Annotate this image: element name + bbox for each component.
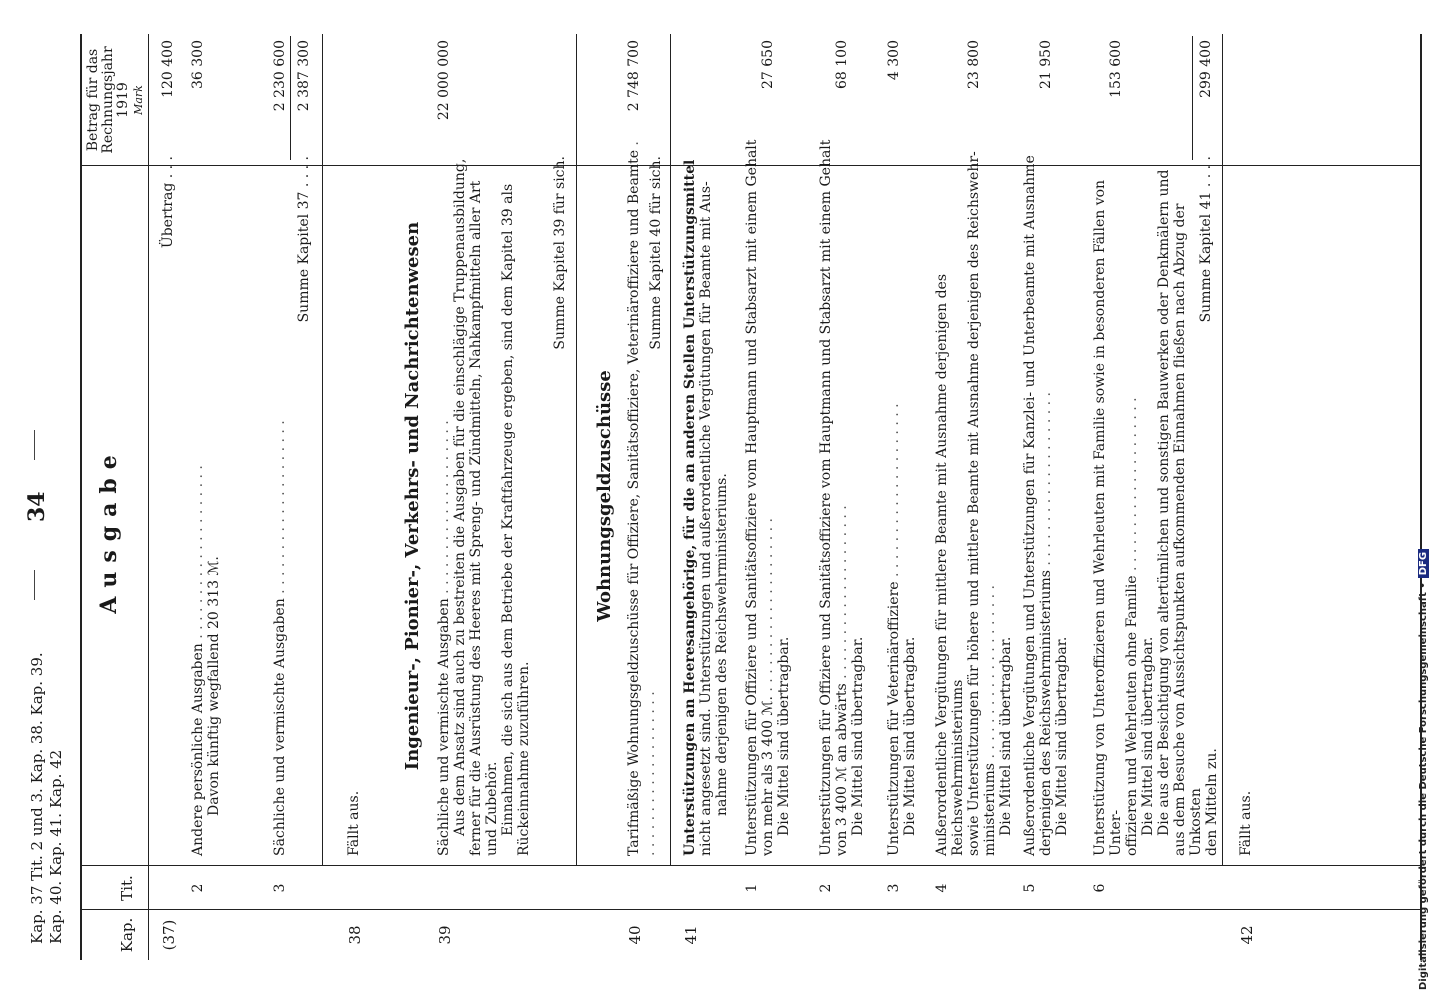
row-label <box>1022 136 1070 856</box>
amount: 2 230 600 <box>272 40 288 112</box>
chapter-reference-line-2: Kap. 40. Kap. 41. Kap. 42 <box>47 749 65 944</box>
row-label <box>886 136 918 856</box>
row-text: Unterstützungen für Offiziere und Sanitätsoffiziere vom Hauptmann und Stabsarzt mit einem Gehalt <box>818 139 834 856</box>
row-text: Die Mittel sind übertragbar. <box>776 636 792 836</box>
row-text: Die Mittel sind übertragbar. <box>902 636 918 836</box>
section-rule <box>576 34 577 866</box>
sum-label: Summe Kapitel 39 für sich. <box>552 156 568 350</box>
column-header-tit: Tit. <box>118 875 136 901</box>
tit-number: 1 <box>744 883 760 893</box>
betrag-unit: Mark <box>132 85 145 115</box>
betrag-line-1: Betrag für das <box>85 48 101 152</box>
row-text: aus dem Besuche von Aussichtspunkten aufkommenden Einnahmen fließen nach Abzug der Unkosten <box>1172 203 1204 856</box>
row-text: ministeriums . . . <box>982 136 998 856</box>
amount: 22 000 000 <box>436 40 452 121</box>
row-label <box>934 136 1014 856</box>
row-text: nahme derjenigen des Reichswehrministeriums. <box>714 473 730 816</box>
amount: 299 400 <box>1198 40 1214 98</box>
amount: 23 800 <box>966 40 982 89</box>
row-label: Summe Kapitel 37 . . . . <box>296 156 312 323</box>
amount: 4 300 <box>886 40 902 81</box>
row-text: Rückeinnahme zuzuführen. <box>516 661 532 856</box>
row-text: Die aus der Besichtigung von altertümlichen und sonstigen Bauwerken oder Denkmälern und <box>1156 169 1172 836</box>
row-text: Unterstützungen für Veterinäroffiziere . . . <box>886 136 902 856</box>
row-label <box>818 136 866 856</box>
row-text: offizieren und Wehrleuten ohne Familie . . . <box>1124 136 1140 856</box>
header-dash-right <box>34 430 35 460</box>
digitization-credit <box>1418 549 1429 990</box>
tit-number: 3 <box>886 883 902 893</box>
sum-rule <box>1192 36 1193 160</box>
chapter-reference <box>28 652 66 944</box>
betrag-year: 1919 <box>115 82 131 118</box>
sum-label: Summe Kapitel 41 <box>1198 191 1214 323</box>
amount: 36 300 <box>190 40 206 89</box>
row-text: den Mitteln zu. <box>1204 748 1220 856</box>
sum-rule <box>290 36 291 160</box>
header-dash-left <box>34 570 35 600</box>
row-text: von 3 400 ℳ an abwärts . . . <box>834 136 850 856</box>
section-title: Ingenieur-, Pionier-, Verkehrs- und Nachrichtenwesen <box>402 221 423 771</box>
tit-number: 4 <box>934 883 950 893</box>
sum-label: Summe Kapitel 37 <box>296 191 312 323</box>
row-label <box>436 136 532 856</box>
row-text: Sächliche und vermischte Ausgaben . . . <box>436 136 452 856</box>
kap-number: 39 <box>436 925 454 945</box>
row-text: Fällt aus. <box>346 790 362 856</box>
section-title: Wohnungsgeldzuschüsse <box>594 370 615 622</box>
kap-number: (37) <box>160 919 178 951</box>
page-number: 34 <box>24 491 50 522</box>
amount: 153 600 <box>1108 40 1124 98</box>
row-text: Außerordentliche Vergütungen und Unterstützungen für Kanzlei- und Unterbeamte mit Ausnahme <box>1022 155 1038 856</box>
row-text: von mehr als 3 400 ℳ. . . . <box>760 136 776 856</box>
tit-number: 2 <box>190 883 206 893</box>
dfg-logo: DFG <box>1418 549 1429 578</box>
row-text: Die Mittel sind übertragbar. <box>850 636 866 836</box>
kap-number: 40 <box>626 925 644 945</box>
row-text: Aus dem Ansatz sind auch zu bestreiten die Ausgaben für die einschlägige Truppenausbildung, <box>452 158 468 836</box>
kap-number: 38 <box>346 925 364 945</box>
row-text: Außerordentliche Vergütungen für mittlere Beamte mit Ausnahme derjenigen des Reichswehrministeriums <box>934 274 966 856</box>
column-header-kap: Kap. <box>118 917 136 953</box>
row-text: sowie Unterstützungen für höhere und mittlere Beamte mit Ausnahme derjenigen des Reichswehr- <box>966 151 982 856</box>
row-label: Übertrag . . . <box>160 156 176 249</box>
tit-number: 2 <box>818 883 834 893</box>
row-text: Tarifmäßige Wohnungsgeldzuschüsse für Offiziere, Sanitätsoffiziere, Veterinäroffiziere und Beamte . . . <box>626 136 658 856</box>
column-header-betrag <box>86 34 146 166</box>
section-rule <box>1222 34 1223 866</box>
row-text: Einnahmen, die sich aus dem Betriebe der Kraftfahrzeuge ergeben, sind dem Kapitel 39 als <box>500 183 516 836</box>
row-text: Die Mittel sind übertragbar. <box>998 636 1014 836</box>
amount: 2 387 300 <box>296 40 312 112</box>
tit-number: 5 <box>1022 883 1038 893</box>
column-header-ausgabe: Ausgabe <box>96 446 122 614</box>
row-text: Unterstützung von Unteroffizieren und Wehrleuten mit Familie sowie in besonderen Fällen von Unter- <box>1092 179 1124 856</box>
row-text: und Zubehör. <box>484 761 500 856</box>
row-label: Summe Kapitel 41 . . . . <box>1198 156 1214 323</box>
row-text: Die Mittel sind übertragbar. <box>1140 636 1156 836</box>
section-rule <box>670 34 671 866</box>
row-text: Andere persönliche Ausgaben . . . <box>190 136 206 856</box>
amount: 2 748 700 <box>626 40 642 112</box>
row-text: Fällt aus. <box>1238 790 1254 856</box>
kap-number: 41 <box>682 925 700 945</box>
row-text: derjenigen des Reichswehrministeriums . . . <box>1038 136 1054 856</box>
row-text: nicht angesetzt sind. Unterstützungen und außerordentliche Vergütungen für Beamte mit Aus- <box>698 181 714 856</box>
tit-number: 6 <box>1092 883 1108 893</box>
row-text: Unterstützungen für Offiziere und Sanitätsoffiziere vom Hauptmann und Stabsarzt mit einem Gehalt <box>744 139 760 856</box>
amount: 27 650 <box>760 40 776 89</box>
row-label <box>682 136 730 856</box>
credit-text: Digitalisierung gefördert durch die Deutsche Forschungsgemeinschaft • <box>1418 582 1429 990</box>
kap-number: 42 <box>1238 925 1256 945</box>
amount: 68 100 <box>834 40 850 89</box>
row-text: Die Mittel sind übertragbar. <box>1054 636 1070 836</box>
table-top-rule <box>80 34 82 960</box>
row-text: ferner für die Ausrüstung des Heeres mit Spreng- und Zündmitteln, Nahkampfmitteln aller Art <box>468 180 484 856</box>
row-text: Unterstützungen an Heeresangehörige, für die an anderen Stellen Unterstützungsmittel <box>682 159 698 856</box>
chapter-reference-line-1: Kap. 37 Tit. 2 und 3. Kap. 38. Kap. 39. <box>28 652 46 944</box>
row-label <box>190 136 222 856</box>
header-rule <box>148 34 149 960</box>
tit-number: 3 <box>272 883 288 893</box>
sum-label: Summe Kapitel 40 für sich. <box>648 156 664 350</box>
uebertrag-label: Übertrag <box>160 182 176 249</box>
betrag-line-2: Rechnungsjahr <box>100 46 116 154</box>
row-text: Sächliche und vermischte Ausgaben . . . <box>272 136 288 856</box>
section-rule <box>322 34 323 866</box>
row-note: Davon künftig wegfallend 20 313 ℳ. <box>206 556 222 816</box>
row-label <box>744 136 792 856</box>
amount: 21 950 <box>1038 40 1054 89</box>
amount: 120 400 <box>160 40 176 98</box>
